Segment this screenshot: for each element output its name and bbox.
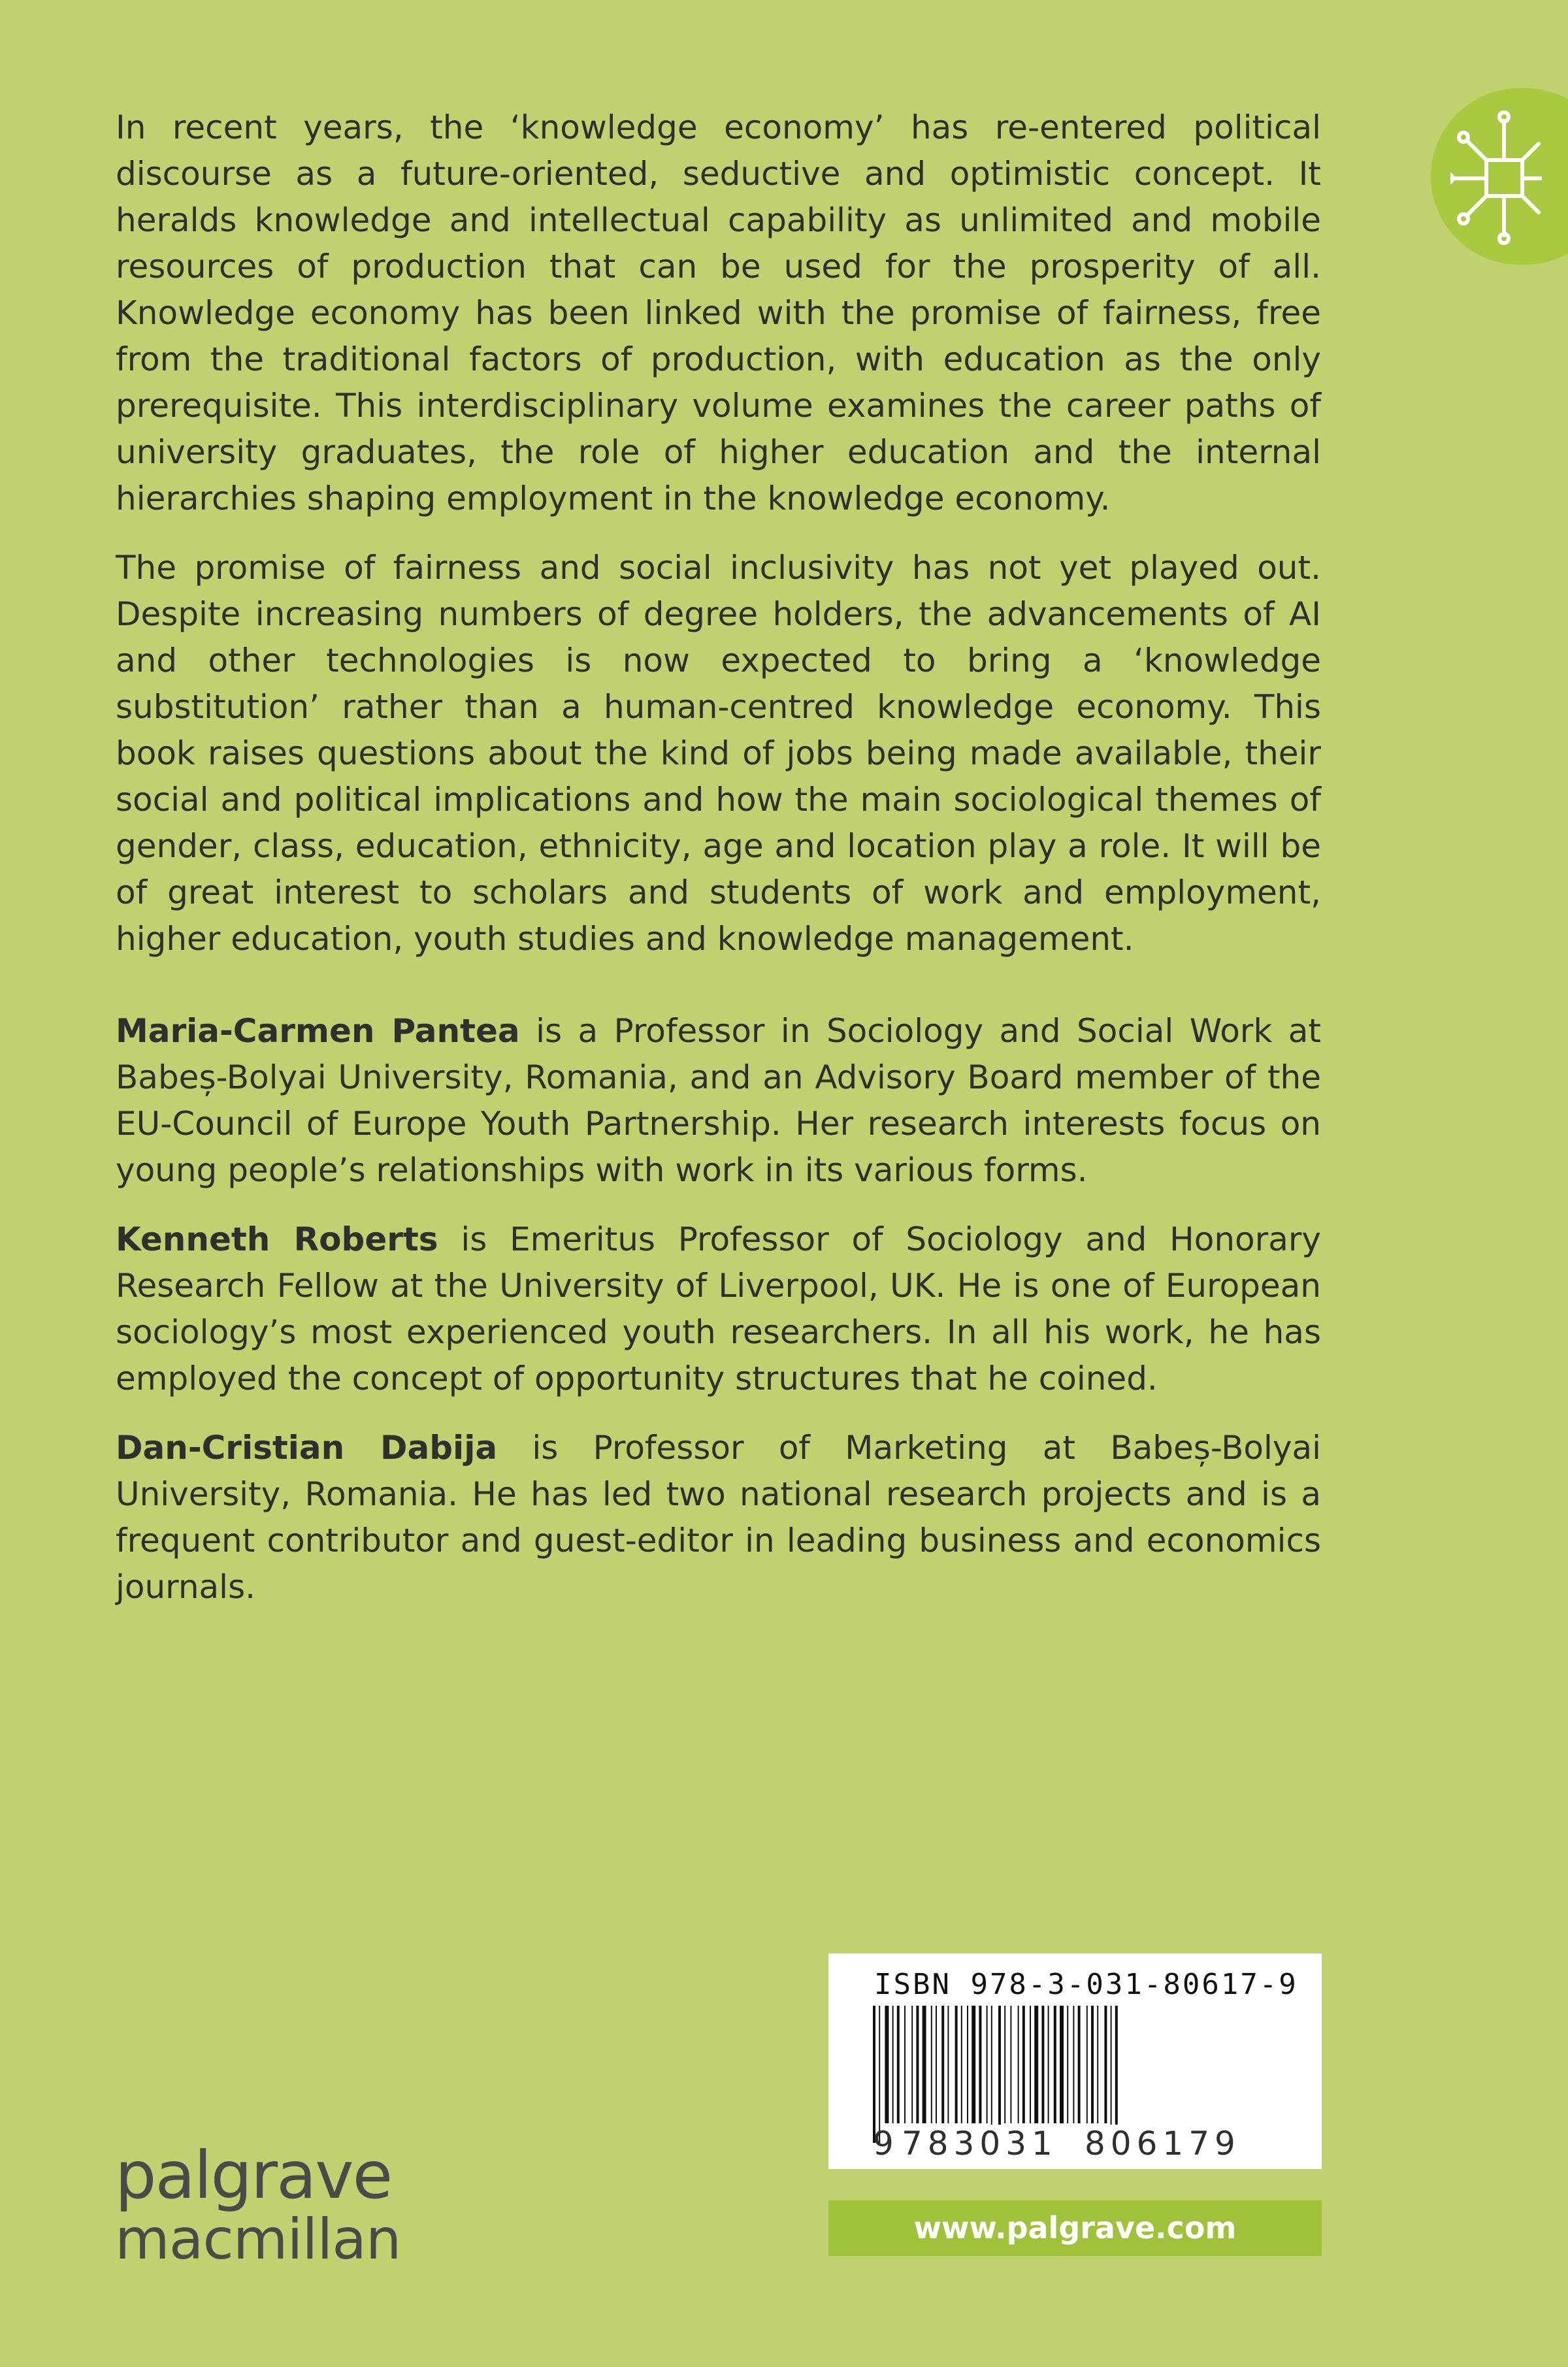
author-name-1: Maria-Carmen Pantea [116, 1012, 520, 1050]
barcode-bar [897, 2006, 900, 2123]
circuit-chip-icon [1431, 88, 1568, 265]
barcode-bar [885, 2006, 889, 2123]
description-paragraph-2: The promise of fairness and social inclusivity has not yet played out. Despite increasing numbers of degree holders, the advancements of AI and other technologies is now expected to bring a ‘knowledge substitution’ rather than a human-centred knowledge economy. This book raises questions about the kind of jobs being made available, their social and political implications and how the main sociological themes of gender, class, education, ethnicity, age and location play a role. It will be of great interest to scholars and students of work and employment, higher education, youth studies and knowledge management. [116, 549, 1321, 958]
isbn-barcode [828, 1953, 1322, 2169]
description-paragraph-1: In recent years, the ‘knowledge economy’ has re-entered political discourse as a future-oriented, seductive and optimistic concept. It heralds knowledge and intellectual capability as unlimited and mobile resources of production that can be used for the prosperity of all. Knowledge economy has been linked with the promise of fairness, free from the traditional factors of production, with education as the only prerequisite. This interdisciplinary volume examines the career paths of university graduates, the role of higher education and the internal hierarchies shaping employment in the knowledge economy. [116, 108, 1321, 517]
barcode-bar [1010, 2006, 1011, 2123]
barcode-bar [979, 2006, 981, 2123]
circuit-chip-drawing [1450, 108, 1542, 245]
isbn-label: ISBN 978-3-031-80617-9 [874, 1968, 1298, 2001]
barcode-bar [892, 2006, 894, 2123]
barcode-bar [1097, 2006, 1098, 2123]
publisher-logo [115, 2137, 401, 2272]
barcode-bar [1022, 2006, 1025, 2123]
barcode-bar [931, 2006, 932, 2123]
barcode-bar [911, 2006, 913, 2123]
barcode-bar [904, 2006, 906, 2123]
barcode-bar [879, 2006, 880, 2143]
barcode-bar [941, 2006, 944, 2123]
barcode-digits-left: 783031 [902, 2125, 1058, 2163]
barcode-bars [873, 2006, 1278, 2143]
barcode-bar [1078, 2006, 1081, 2123]
publisher-website: www.palgrave.com [828, 2200, 1322, 2256]
author-bio-text-3: is Professor of Marketing at Babeș-Bolyai University, Romania. He has led two national research projects and is a frequent contributor and guest-editor in leading business and economics journals. [116, 1429, 1321, 1606]
barcode-bar [955, 2006, 958, 2123]
author-bio-1 [116, 1008, 1321, 1194]
barcode-bar [1030, 2006, 1031, 2123]
barcode-bar [1034, 2006, 1038, 2123]
barcode-bar [947, 2006, 949, 2123]
barcode-digits-right: 806179 [1085, 2125, 1241, 2163]
barcode-bar [1004, 2006, 1005, 2123]
barcode-digit-first: 9 [873, 2125, 894, 2163]
barcode-bar [961, 2006, 962, 2123]
barcode-bar [1048, 2006, 1049, 2123]
barcode-bar [1054, 2006, 1056, 2123]
publisher-logo-line2: macmillan [115, 2207, 401, 2272]
barcode-bar [991, 2006, 992, 2143]
barcode-bar [998, 2006, 1001, 2143]
barcode-bar [1041, 2006, 1044, 2123]
barcode-bar [1067, 2006, 1068, 2123]
barcode-bar [1104, 2006, 1107, 2123]
barcode-bar [1060, 2006, 1064, 2123]
barcode-bar [936, 2006, 937, 2123]
author-bio-3 [116, 1425, 1321, 1610]
barcode-bar [1073, 2006, 1074, 2123]
author-bio-text-2: is Emeritus Professor of Sociology and Honorary Research Fellow at the University of Liverpool, UK. He is one of European sociology’s most experienced youth researchers. In all his work, he has employed the concept of opportunity structures that he coined. [116, 1220, 1321, 1397]
barcode-bar [972, 2006, 975, 2123]
barcode-bar [916, 2006, 919, 2123]
author-bio-2 [116, 1216, 1321, 1402]
barcode-bar [967, 2006, 968, 2123]
author-name-3: Dan-Cristian Dabija [116, 1429, 498, 1467]
barcode-bar [1115, 2006, 1118, 2143]
barcode-bar [1018, 2006, 1019, 2123]
barcode-bar [987, 2006, 988, 2123]
barcode-bar [1091, 2006, 1094, 2123]
author-bio-text-1: is a Professor in Sociology and Social Work at Babeș-Bolyai University, Romania, and an Advisory Board member of the EU-Council of Europe Youth Partnership. Her research interests focus on young people’s relationships with work in its various forms. [116, 1012, 1321, 1189]
barcode-bar [1111, 2006, 1112, 2143]
author-name-2: Kenneth Roberts [116, 1220, 438, 1258]
barcode-bar [923, 2006, 926, 2123]
barcode-bar [873, 2006, 875, 2143]
barcode-bar [1086, 2006, 1088, 2123]
publisher-logo-line1: palgrave [115, 2137, 392, 2213]
back-cover-text [116, 105, 1321, 1610]
